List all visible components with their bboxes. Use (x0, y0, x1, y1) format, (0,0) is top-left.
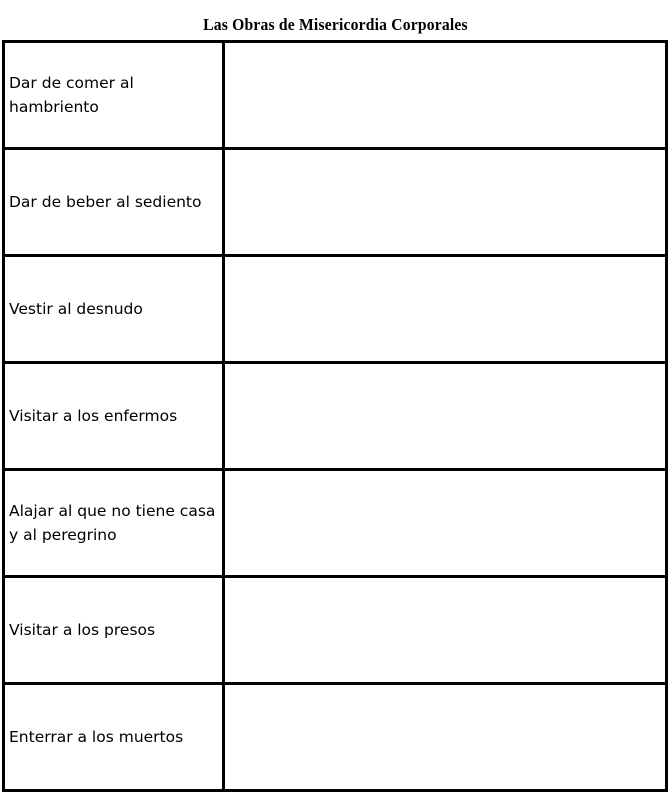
work-response-cell[interactable] (224, 42, 667, 149)
document-title: Las Obras de Misericordia Corporales (203, 15, 468, 34)
work-response-cell[interactable] (224, 577, 667, 684)
work-label-cell: Vestir al desnudo (4, 256, 224, 363)
work-label-cell: Dar de comer al hambriento (4, 42, 224, 149)
work-response-cell[interactable] (224, 256, 667, 363)
table-row (4, 577, 667, 684)
work-label-cell: Enterrar a los muertos (4, 684, 224, 791)
work-label-cell: Visitar a los enfermos (4, 363, 224, 470)
works-table (2, 40, 668, 792)
work-response-cell[interactable] (224, 149, 667, 256)
table-row (4, 256, 667, 363)
table-row (4, 363, 667, 470)
work-response-cell[interactable] (224, 470, 667, 577)
table-row (4, 684, 667, 791)
work-response-cell[interactable] (224, 363, 667, 470)
table-row (4, 470, 667, 577)
work-label-cell: Alajar al que no tiene casa y al peregrino (4, 470, 224, 577)
work-label-cell: Dar de beber al sediento (4, 149, 224, 256)
table-row (4, 42, 667, 149)
work-response-cell[interactable] (224, 684, 667, 791)
table-row (4, 149, 667, 256)
work-label-cell: Visitar a los presos (4, 577, 224, 684)
